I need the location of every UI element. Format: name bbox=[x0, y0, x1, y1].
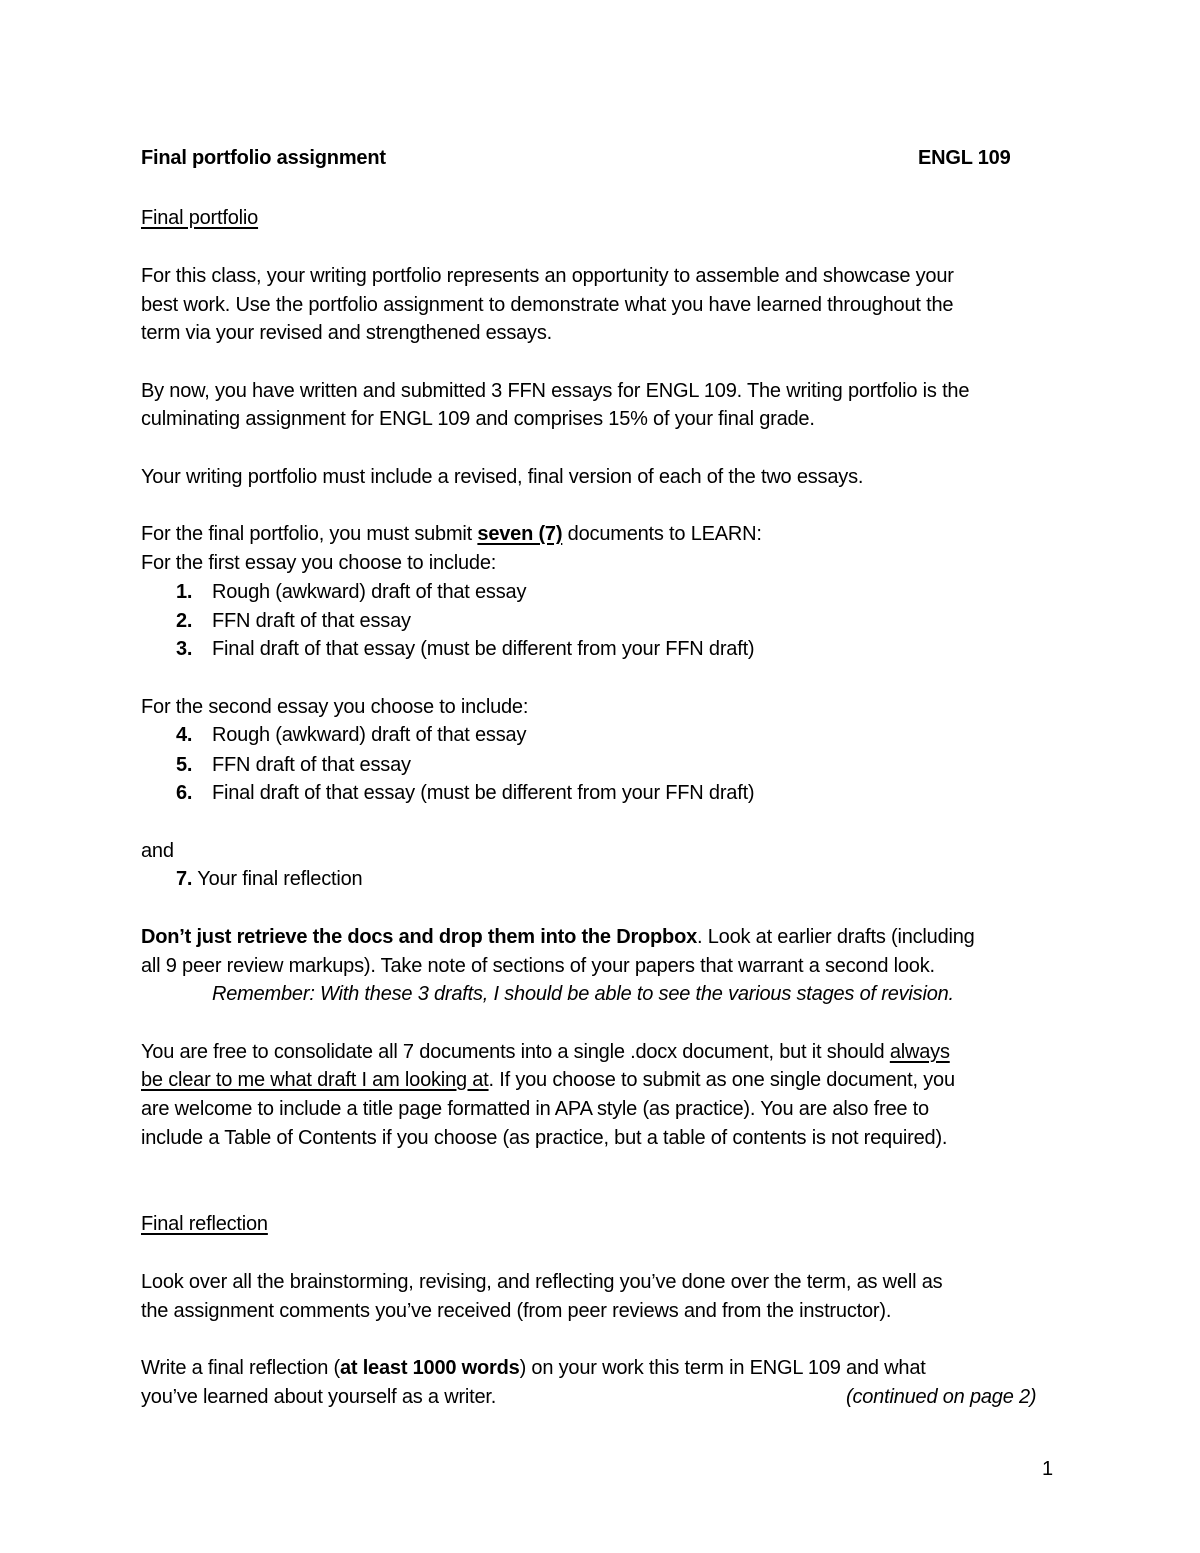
emphasis-text: Don’t just retrieve the docs and drop them into the Dropbox bbox=[141, 926, 698, 948]
paragraph-line bbox=[141, 1066, 955, 1094]
text-run: . Look at earlier drafts (including bbox=[697, 926, 975, 948]
paragraph-line: best work. Use the portfolio assignment to demonstrate what you have learned throughout the bbox=[141, 294, 954, 316]
list-item bbox=[176, 721, 526, 749]
list-item bbox=[176, 751, 411, 779]
text-run: ) on your work this term in ENGL 109 and what bbox=[519, 1357, 926, 1379]
paragraph-line: Your writing portfolio must include a revised, final version of each of the two essays. bbox=[141, 466, 864, 488]
document-title: Final portfolio assignment bbox=[141, 147, 386, 169]
list-text: Your final reflection bbox=[192, 868, 363, 890]
paragraph-line: include a Table of Contents if you choose (as practice, but a table of contents is not required). bbox=[141, 1127, 948, 1149]
paragraph-line: are welcome to include a title page formatted in APA style (as practice). You are also free to bbox=[141, 1098, 929, 1120]
page-number: 1 bbox=[1042, 1458, 1054, 1480]
list-item bbox=[176, 779, 754, 807]
text-run: For the final portfolio, you must submit bbox=[141, 523, 478, 545]
paragraph-line: By now, you have written and submitted 3 FFN essays for ENGL 109. The writing portfolio is the bbox=[141, 380, 970, 402]
course-code: ENGL 109 bbox=[918, 147, 1011, 169]
list-item bbox=[176, 578, 526, 606]
list-number: 6. bbox=[176, 782, 193, 804]
list-number: 3. bbox=[176, 638, 193, 660]
word-count-requirement: at least 1000 words bbox=[339, 1357, 520, 1379]
list-text: FFN draft of that essay bbox=[212, 610, 411, 632]
list-number: 5. bbox=[176, 754, 193, 776]
paragraph-line: Look over all the brainstorming, revising, and reflecting you’ve done over the term, as well as bbox=[141, 1271, 943, 1293]
paragraph-line bbox=[141, 1354, 926, 1382]
paragraph-line: you’ve learned about yourself as a writer. bbox=[141, 1386, 497, 1408]
paragraph-line: culminating assignment for ENGL 109 and comprises 15% of your final grade. bbox=[141, 408, 815, 430]
list-number: 2. bbox=[176, 610, 193, 632]
section-heading-final-portfolio: Final portfolio bbox=[141, 207, 259, 229]
document-count: seven (7) bbox=[477, 523, 563, 545]
underlined-text: be clear to me what draft I am looking at bbox=[141, 1069, 489, 1091]
list-intro: For the first essay you choose to include: bbox=[141, 552, 497, 574]
conjunction-text: and bbox=[141, 840, 174, 862]
text-run: . If you choose to submit as one single document, you bbox=[488, 1069, 955, 1091]
text-run: documents to LEARN: bbox=[562, 523, 762, 545]
list-text: Final draft of that essay (must be different from your FFN draft) bbox=[212, 782, 755, 804]
paragraph-line: all 9 peer review markups). Take note of sections of your papers that warrant a second look. bbox=[141, 955, 935, 977]
list-text: Final draft of that essay (must be different from your FFN draft) bbox=[212, 638, 755, 660]
list-intro: For the second essay you choose to include: bbox=[141, 696, 529, 718]
text-run: You are free to consolidate all 7 documents into a single .docx document, but it should bbox=[141, 1041, 890, 1063]
underlined-text: always bbox=[889, 1041, 950, 1063]
list-text: FFN draft of that essay bbox=[212, 754, 411, 776]
section-heading-final-reflection: Final reflection bbox=[141, 1213, 268, 1235]
list-text: Rough (awkward) draft of that essay bbox=[212, 724, 527, 746]
paragraph-line: the assignment comments you’ve received (from peer reviews and from the instructor). bbox=[141, 1300, 892, 1322]
list-number: 7. bbox=[176, 868, 193, 890]
list-number: 1. bbox=[176, 581, 193, 603]
list-item bbox=[176, 865, 362, 893]
list-text: Rough (awkward) draft of that essay bbox=[212, 581, 527, 603]
text-run: Write a final reflection ( bbox=[141, 1357, 340, 1379]
paragraph-line: term via your revised and strengthened essays. bbox=[141, 322, 553, 344]
paragraph-line bbox=[141, 1038, 950, 1066]
list-item bbox=[176, 635, 754, 663]
list-number: 4. bbox=[176, 724, 193, 746]
continued-note: (continued on page 2) bbox=[846, 1386, 1037, 1408]
reminder-note: Remember: With these 3 drafts, I should be able to see the various stages of revision. bbox=[212, 983, 954, 1005]
paragraph-line bbox=[141, 520, 762, 548]
paragraph-line bbox=[141, 923, 975, 951]
paragraph-line: For this class, your writing portfolio represents an opportunity to assemble and showcase your bbox=[141, 265, 954, 287]
list-item bbox=[176, 607, 411, 635]
